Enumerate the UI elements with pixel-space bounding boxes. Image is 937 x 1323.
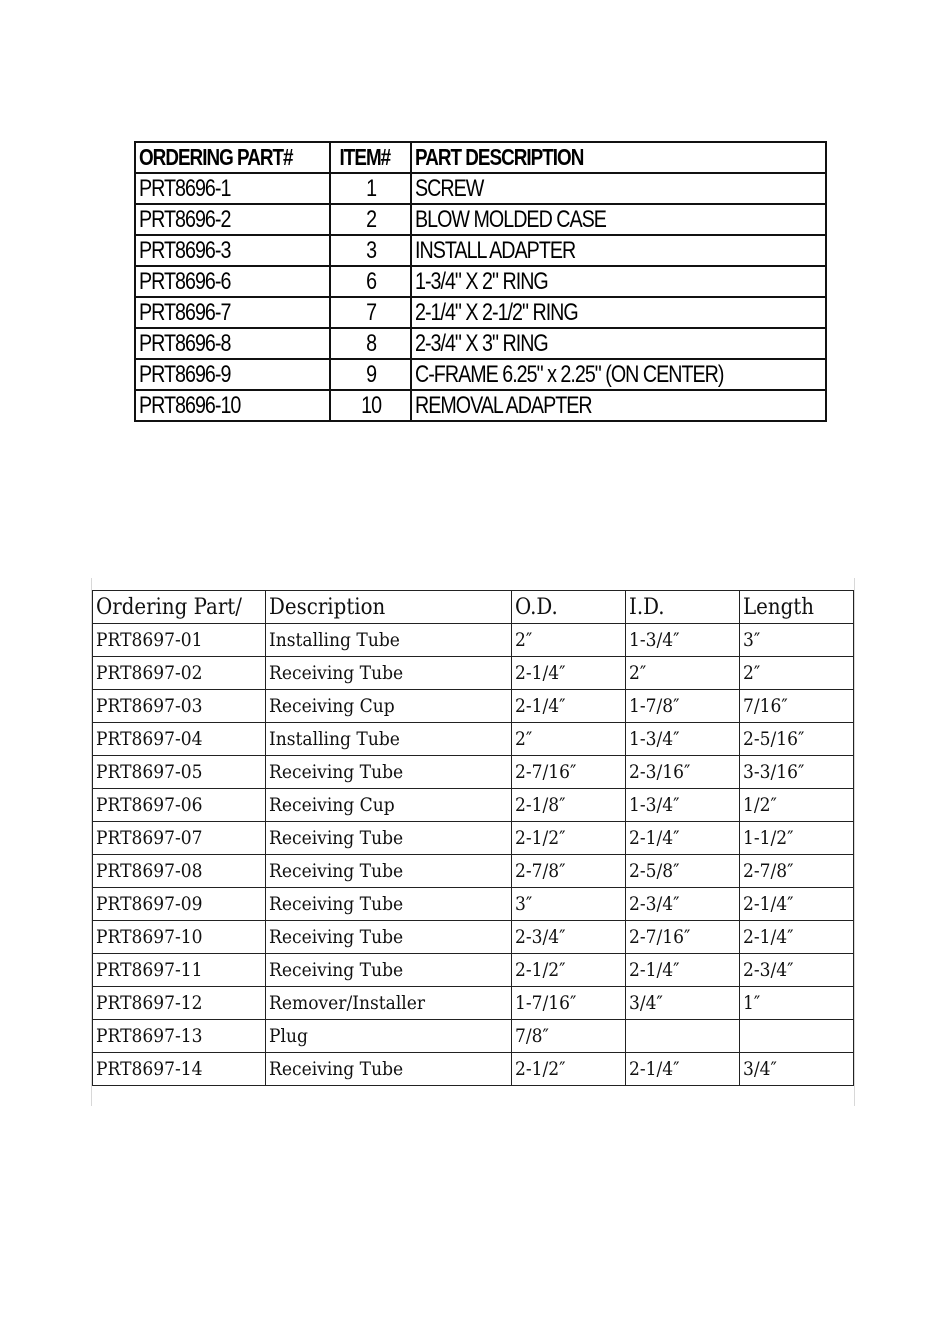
table-row: [93, 789, 854, 822]
cell-ordering-part: PRT8696-3: [135, 235, 330, 266]
table-row: [135, 204, 826, 235]
cell-description: Receiving Tube: [266, 921, 512, 954]
cell-ordering-part: PRT8697-04: [93, 723, 266, 756]
table-row: [93, 921, 854, 954]
cell-id: 3/4″: [626, 987, 740, 1020]
parts-table-prt8697: [92, 590, 854, 1086]
cell-description: Receiving Cup: [266, 690, 512, 723]
cell-od: 2-1/2″: [512, 1053, 626, 1086]
cell-id: 2-3/4″: [626, 888, 740, 921]
cell-id: 2″: [626, 657, 740, 690]
table-row: [135, 328, 826, 359]
table-row: [93, 657, 854, 690]
cell-id: 2-3/16″: [626, 756, 740, 789]
cell-description: Receiving Tube: [266, 822, 512, 855]
cell-length: 1-1/2″: [740, 822, 854, 855]
cell-item: 7: [330, 297, 411, 328]
cell-ordering-part: PRT8697-03: [93, 690, 266, 723]
cell-ordering-part: PRT8697-07: [93, 822, 266, 855]
cell-od: 2-7/16″: [512, 756, 626, 789]
cell-id: 2-1/4″: [626, 954, 740, 987]
cell-od: 2″: [512, 624, 626, 657]
cell-od: 1-7/16″: [512, 987, 626, 1020]
cell-ordering-part: PRT8697-13: [93, 1020, 266, 1053]
cell-description: Receiving Tube: [266, 1053, 512, 1086]
header-description: Description: [266, 591, 512, 624]
cell-od: 7/8″: [512, 1020, 626, 1053]
cell-item: 9: [330, 359, 411, 390]
cell-length: 7/16″: [740, 690, 854, 723]
table-row: [93, 987, 854, 1020]
cell-ordering-part: PRT8697-14: [93, 1053, 266, 1086]
cell-id: 1-3/4″: [626, 789, 740, 822]
cell-part-description: SCREW: [411, 173, 826, 204]
cell-part-description: INSTALL ADAPTER: [411, 235, 826, 266]
cell-part-description: 1-3/4" X 2" RING: [411, 266, 826, 297]
cell-ordering-part: PRT8697-08: [93, 855, 266, 888]
cell-length: 3/4″: [740, 1053, 854, 1086]
header-item: ITEM#: [330, 142, 411, 173]
cell-ordering-part: PRT8697-02: [93, 657, 266, 690]
cell-description: Receiving Tube: [266, 855, 512, 888]
table-row: [93, 1020, 854, 1053]
cell-id: 2-7/16″: [626, 921, 740, 954]
cell-part-description: BLOW MOLDED CASE: [411, 204, 826, 235]
table-header-row: [135, 142, 826, 173]
table-row: [93, 822, 854, 855]
cell-description: Receiving Tube: [266, 756, 512, 789]
cell-id: [626, 1020, 740, 1053]
table-row: [93, 756, 854, 789]
cell-description: Receiving Tube: [266, 954, 512, 987]
cell-id: 2-1/4″: [626, 1053, 740, 1086]
cell-item: 2: [330, 204, 411, 235]
cell-length: 1″: [740, 987, 854, 1020]
table-row: [93, 888, 854, 921]
cell-length: 3-3/16″: [740, 756, 854, 789]
cell-length: 2-7/8″: [740, 855, 854, 888]
cell-id: 1-3/4″: [626, 723, 740, 756]
cell-ordering-part: PRT8697-06: [93, 789, 266, 822]
cell-od: 3″: [512, 888, 626, 921]
cell-item: 10: [330, 390, 411, 421]
table-row: [93, 723, 854, 756]
header-id: I.D.: [626, 591, 740, 624]
cell-od: 2-3/4″: [512, 921, 626, 954]
cell-ordering-part: PRT8696-8: [135, 328, 330, 359]
cell-od: 2-1/2″: [512, 822, 626, 855]
table-row: [135, 266, 826, 297]
cell-ordering-part: PRT8697-12: [93, 987, 266, 1020]
cell-id: 2-5/8″: [626, 855, 740, 888]
cell-item: 6: [330, 266, 411, 297]
table-row: [93, 954, 854, 987]
cell-part-description: REMOVAL ADAPTER: [411, 390, 826, 421]
table-row: [93, 624, 854, 657]
cell-description: Receiving Tube: [266, 657, 512, 690]
cell-item: 3: [330, 235, 411, 266]
table-row: [135, 297, 826, 328]
parts-table-prt8697-frame: [91, 578, 855, 1106]
cell-part-description: C-FRAME 6.25" x 2.25" (ON CENTER): [411, 359, 826, 390]
cell-od: 2-1/4″: [512, 657, 626, 690]
table-row: [135, 235, 826, 266]
cell-id: 1-7/8″: [626, 690, 740, 723]
cell-ordering-part: PRT8697-05: [93, 756, 266, 789]
cell-length: 2-1/4″: [740, 921, 854, 954]
cell-length: 2″: [740, 657, 854, 690]
cell-od: 2-1/2″: [512, 954, 626, 987]
cell-ordering-part: PRT8696-6: [135, 266, 330, 297]
cell-od: 2-7/8″: [512, 855, 626, 888]
cell-length: 1/2″: [740, 789, 854, 822]
table-row: [135, 390, 826, 421]
cell-ordering-part: PRT8697-10: [93, 921, 266, 954]
table-row: [93, 855, 854, 888]
header-ordering-part: ORDERING PART#: [135, 142, 330, 173]
cell-item: 1: [330, 173, 411, 204]
cell-length: 3″: [740, 624, 854, 657]
cell-description: Remover/Installer: [266, 987, 512, 1020]
cell-ordering-part: PRT8696-10: [135, 390, 330, 421]
table-row: [135, 359, 826, 390]
cell-od: 2″: [512, 723, 626, 756]
cell-length: 2-1/4″: [740, 888, 854, 921]
cell-part-description: 2-1/4" X 2-1/2" RING: [411, 297, 826, 328]
cell-ordering-part: PRT8697-09: [93, 888, 266, 921]
header-length: Length: [740, 591, 854, 624]
table-row: [93, 690, 854, 723]
cell-length: 2-5/16″: [740, 723, 854, 756]
table-header-row: [93, 591, 854, 624]
cell-ordering-part: PRT8697-11: [93, 954, 266, 987]
cell-ordering-part: PRT8696-1: [135, 173, 330, 204]
header-ordering-part: Ordering Part/: [93, 591, 266, 624]
cell-description: Receiving Cup: [266, 789, 512, 822]
table-row: [135, 173, 826, 204]
cell-id: 1-3/4″: [626, 624, 740, 657]
cell-ordering-part: PRT8696-2: [135, 204, 330, 235]
header-od: O.D.: [512, 591, 626, 624]
cell-ordering-part: PRT8696-7: [135, 297, 330, 328]
header-part-description: PART DESCRIPTION: [411, 142, 826, 173]
cell-description: Installing Tube: [266, 624, 512, 657]
cell-ordering-part: PRT8696-9: [135, 359, 330, 390]
cell-ordering-part: PRT8697-01: [93, 624, 266, 657]
cell-length: 2-3/4″: [740, 954, 854, 987]
cell-description: Receiving Tube: [266, 888, 512, 921]
cell-description: Installing Tube: [266, 723, 512, 756]
cell-part-description: 2-3/4" X 3" RING: [411, 328, 826, 359]
cell-description: Plug: [266, 1020, 512, 1053]
cell-od: 2-1/8″: [512, 789, 626, 822]
table-row: [93, 1053, 854, 1086]
cell-length: [740, 1020, 854, 1053]
cell-od: 2-1/4″: [512, 690, 626, 723]
cell-id: 2-1/4″: [626, 822, 740, 855]
parts-table-prt8696: [134, 141, 827, 422]
cell-item: 8: [330, 328, 411, 359]
